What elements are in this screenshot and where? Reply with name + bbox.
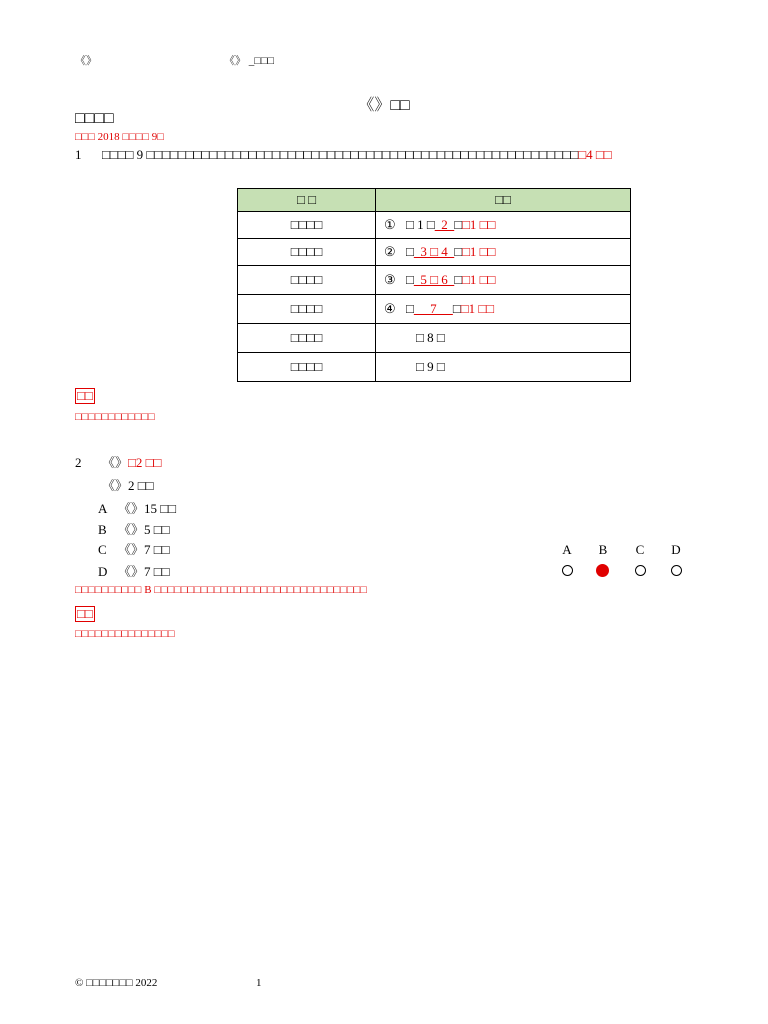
question-2-subtext: 《》2 □□: [102, 478, 154, 493]
answer-note-2: □□□□□□□□□□□□□□□: [75, 628, 175, 640]
answer-table: [237, 188, 631, 382]
choice-radio-a[interactable]: [562, 565, 573, 576]
question-1-text: □□□□ 9 □□□□□□□□□□□□□□□□□□□□□□□□□□□□□□□□□□□□□□□□□□□□□□□□□□□□□□□: [102, 147, 579, 162]
choice-label-a: A: [562, 542, 572, 557]
filled-blank: 5 □ 6: [413, 272, 455, 287]
choice-label-b: B: [598, 542, 608, 557]
table-cell-label: □□□□: [238, 212, 376, 239]
cell-suffix: □: [452, 301, 461, 316]
answer-label-2: □□: [77, 606, 93, 621]
cell-mark: □1 □□: [462, 244, 496, 259]
table-header-1: □ □: [238, 189, 376, 212]
question-2-text: 《》: [102, 455, 129, 470]
table-row: [238, 266, 631, 295]
choice-radio-b[interactable]: [596, 564, 609, 577]
question-1-marks: □4 □□: [578, 147, 612, 162]
cell-prefix: □: [406, 301, 414, 316]
cell-prefix: □ 1 □: [406, 217, 435, 232]
header-right: 《》 _□□□: [224, 55, 275, 67]
cell-mark: □1 □□: [460, 301, 495, 316]
choice-label-d: D: [671, 542, 681, 557]
filled-blank: 7: [413, 301, 453, 316]
circled-number: ①: [384, 217, 396, 232]
question-source: □□□ 2018 □□□□ 9□: [75, 131, 164, 143]
question-1-number: 1: [75, 147, 82, 162]
cell-prefix: □: [406, 272, 414, 287]
option-letter: C: [98, 542, 107, 557]
document-title: 《》□□: [358, 97, 410, 114]
option-text: 《》5 □□: [118, 522, 170, 537]
choice-radio-d[interactable]: [671, 565, 682, 576]
table-cell-answer: [376, 266, 631, 295]
table-row: [238, 239, 631, 266]
table-cell-label: □□□□: [238, 266, 376, 295]
footer-copyright: © □□□□□□□ 2022: [75, 977, 158, 989]
table-cell-label: □□□□: [238, 295, 376, 324]
table-cell-label: □□□□: [238, 239, 376, 266]
footer-page-number: 1: [256, 977, 262, 989]
filled-blank: 2: [434, 217, 455, 232]
option-text: 《》15 □□: [118, 501, 176, 516]
cell-prefix: □: [406, 244, 414, 259]
table-cell-answer: [376, 295, 631, 324]
table-cell-answer: □ 8 □: [376, 324, 631, 353]
option-letter: D: [98, 564, 108, 579]
table-cell-answer: □ 9 □: [376, 353, 631, 382]
filled-blank: 3 □ 4: [413, 244, 455, 259]
option-letter: B: [98, 522, 107, 537]
table-cell-answer: [376, 239, 631, 266]
table-row: [238, 212, 631, 239]
table-row: [238, 324, 631, 353]
option-text: 《》7 □□: [118, 564, 170, 579]
question-1: [75, 147, 612, 163]
choice-label-c: C: [635, 542, 645, 557]
option-d: [98, 561, 169, 580]
header-left: 《》: [75, 55, 97, 67]
question-2-marks: □2 □□: [128, 455, 162, 470]
table-row: [238, 295, 631, 324]
table-cell-label: □□□□: [238, 324, 376, 353]
circled-number: ②: [384, 244, 396, 259]
circled-number: ③: [384, 272, 396, 287]
option-b: [98, 519, 169, 538]
circled-number: ④: [384, 301, 396, 316]
cell-mark: □1 □□: [462, 272, 496, 287]
option-c: [98, 539, 169, 558]
answer-label-1: □□: [77, 388, 93, 403]
question-2-explanation: □□□□□□□□□□ B □□□□□□□□□□□□□□□□□□□□□□□□□□□□□□□□: [75, 584, 367, 596]
option-text: 《》7 □□: [118, 542, 170, 557]
table-header-2: □□: [376, 189, 631, 212]
table-row: [238, 353, 631, 382]
table-cell-label: □□□□: [238, 353, 376, 382]
cell-mark: □1 □□: [462, 217, 496, 232]
answer-note-1: □□□□□□□□□□□□: [75, 411, 155, 423]
section-title: □□□□: [75, 110, 114, 127]
choice-radio-c[interactable]: [635, 565, 646, 576]
cell-suffix: □: [454, 272, 463, 287]
question-2: [75, 452, 161, 471]
cell-suffix: □: [454, 217, 463, 232]
option-letter: A: [98, 501, 108, 516]
option-a: [98, 498, 176, 517]
table-cell-answer: [376, 212, 631, 239]
question-2-number: 2: [75, 455, 82, 470]
cell-suffix: □: [454, 244, 463, 259]
